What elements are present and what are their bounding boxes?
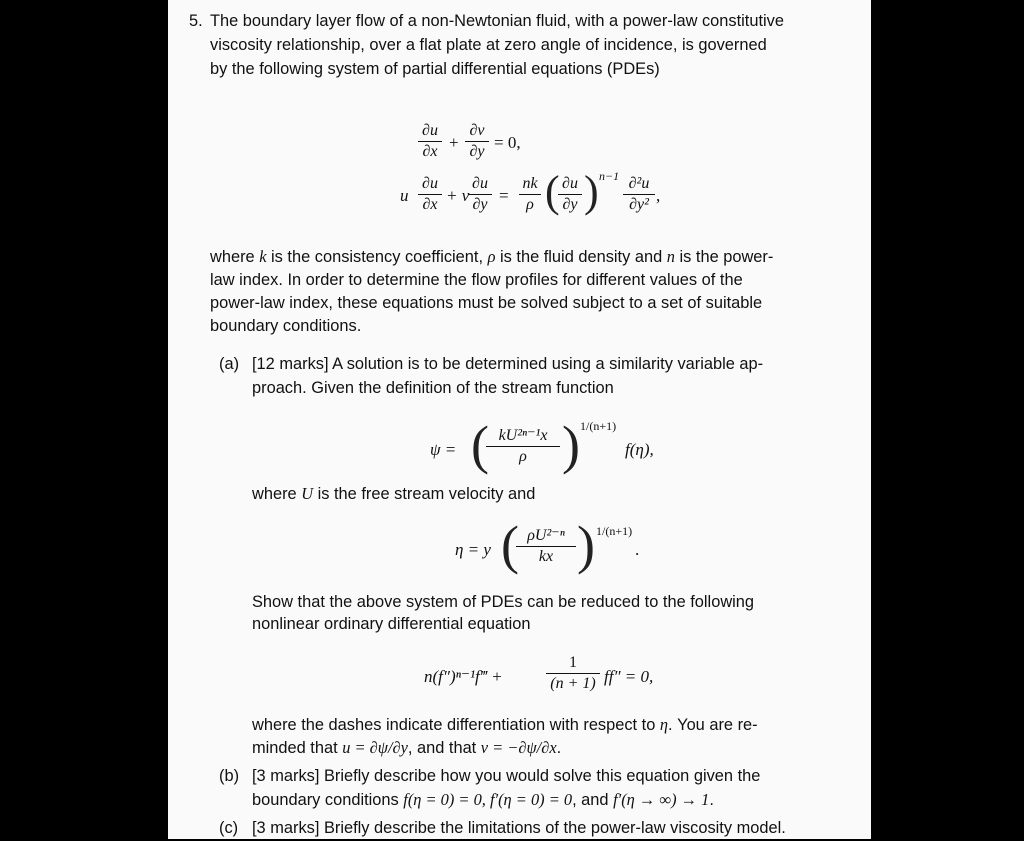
part-b-line-2: boundary conditions f(η = 0) = 0, f′(η = 0) = 0, and f′(η → ∞) → 1. — [252, 790, 714, 809]
dash-line-1: where the dashes indicate differentiation with respect to η. You are re- — [252, 715, 758, 734]
ode-tail: ff″ = 0, — [604, 667, 654, 686]
part-b-line-1: [3 marks] Briefly describe how you would solve this equation given the — [252, 767, 761, 785]
psi-paren-open: ( — [471, 415, 489, 475]
frac-du-dy: ∂u ∂y — [468, 175, 492, 214]
eta-paren-open: ( — [501, 515, 519, 575]
where-line-3: power-law index, these equations must be solved subject to a set of suitable — [210, 294, 763, 312]
frac-nk-rho: nk ρ — [519, 175, 541, 214]
pde2-equals: = — [499, 186, 509, 205]
question-number: 5. — [189, 12, 203, 30]
frac-d2u-dy2: ∂²u ∂y² — [623, 175, 655, 214]
show-line-1: Show that the above system of PDEs can be reduced to the following — [252, 593, 755, 611]
pde2-plus-v: + v — [446, 186, 470, 205]
paren-close: ) — [584, 167, 599, 216]
frac-du-dx-2: ∂u ∂x — [418, 175, 442, 214]
pde2-exponent: n−1 — [599, 169, 620, 183]
document-page — [168, 0, 871, 839]
where-u-line: where U is the free stream velocity and — [252, 484, 536, 503]
psi-lhs: ψ = — [430, 440, 457, 459]
eta-lhs: η = y — [455, 540, 491, 559]
intro-line-3: by the following system of partial differential equations (PDEs) — [210, 60, 660, 78]
eta-fraction: ρU²⁻ⁿ kx — [516, 527, 576, 566]
part-b-label: (b) — [219, 767, 240, 785]
dash-line-2: minded that u = ∂ψ/∂y, and that v = −∂ψ/∂x. — [252, 738, 562, 757]
intro-line-2: viscosity relationship, over a flat plate at zero angle of incidence, is governed — [210, 36, 767, 54]
eta-exponent: 1/(n+1) — [596, 524, 633, 538]
pde1-rhs: = 0, — [494, 133, 521, 152]
pde2-comma: , — [656, 186, 661, 205]
intro-line-1: The boundary layer flow of a non-Newtonian fluid, with a power-law constitutive — [210, 12, 784, 30]
psi-exponent: 1/(n+1) — [580, 419, 617, 433]
part-c-line-1: [3 marks] Briefly describe the limitations of the power-law viscosity model. — [252, 819, 786, 837]
frac-du-dx: ∂u ∂x — [418, 122, 442, 161]
pde2-u: u — [400, 186, 409, 205]
eta-paren-close: ) — [577, 515, 595, 575]
ode-lhs: n(f″)ⁿ⁻¹f‴ + — [424, 667, 503, 686]
part-c-label: (c) — [219, 819, 239, 837]
eta-tail: . — [635, 540, 640, 559]
where-line-4: boundary conditions. — [210, 317, 362, 335]
show-line-2: nonlinear ordinary differential equation — [252, 615, 531, 633]
paren-open: ( — [545, 167, 560, 216]
psi-paren-close: ) — [562, 415, 580, 475]
frac-du-dy-inner: ∂u ∂y — [558, 175, 582, 214]
where-line-1: where k is the consistency coefficient, ρ is the fluid density and n is the power- — [210, 247, 774, 266]
pde1-plus: + — [449, 133, 459, 152]
psi-fraction: kU²ⁿ⁻¹x ρ — [486, 427, 560, 466]
where-line-2: law index. In order to determine the flow profiles for different values of the — [210, 271, 743, 289]
psi-tail: f(η), — [625, 440, 654, 459]
part-a-line-1: [12 marks] A solution is to be determined using a similarity variable ap- — [252, 355, 764, 373]
ode-fraction: 1 (n + 1) — [546, 654, 600, 693]
frac-dv-dy: ∂v ∂y — [465, 122, 489, 161]
part-a-line-2: proach. Given the definition of the stream function — [252, 379, 614, 397]
part-a-label: (a) — [219, 355, 240, 373]
